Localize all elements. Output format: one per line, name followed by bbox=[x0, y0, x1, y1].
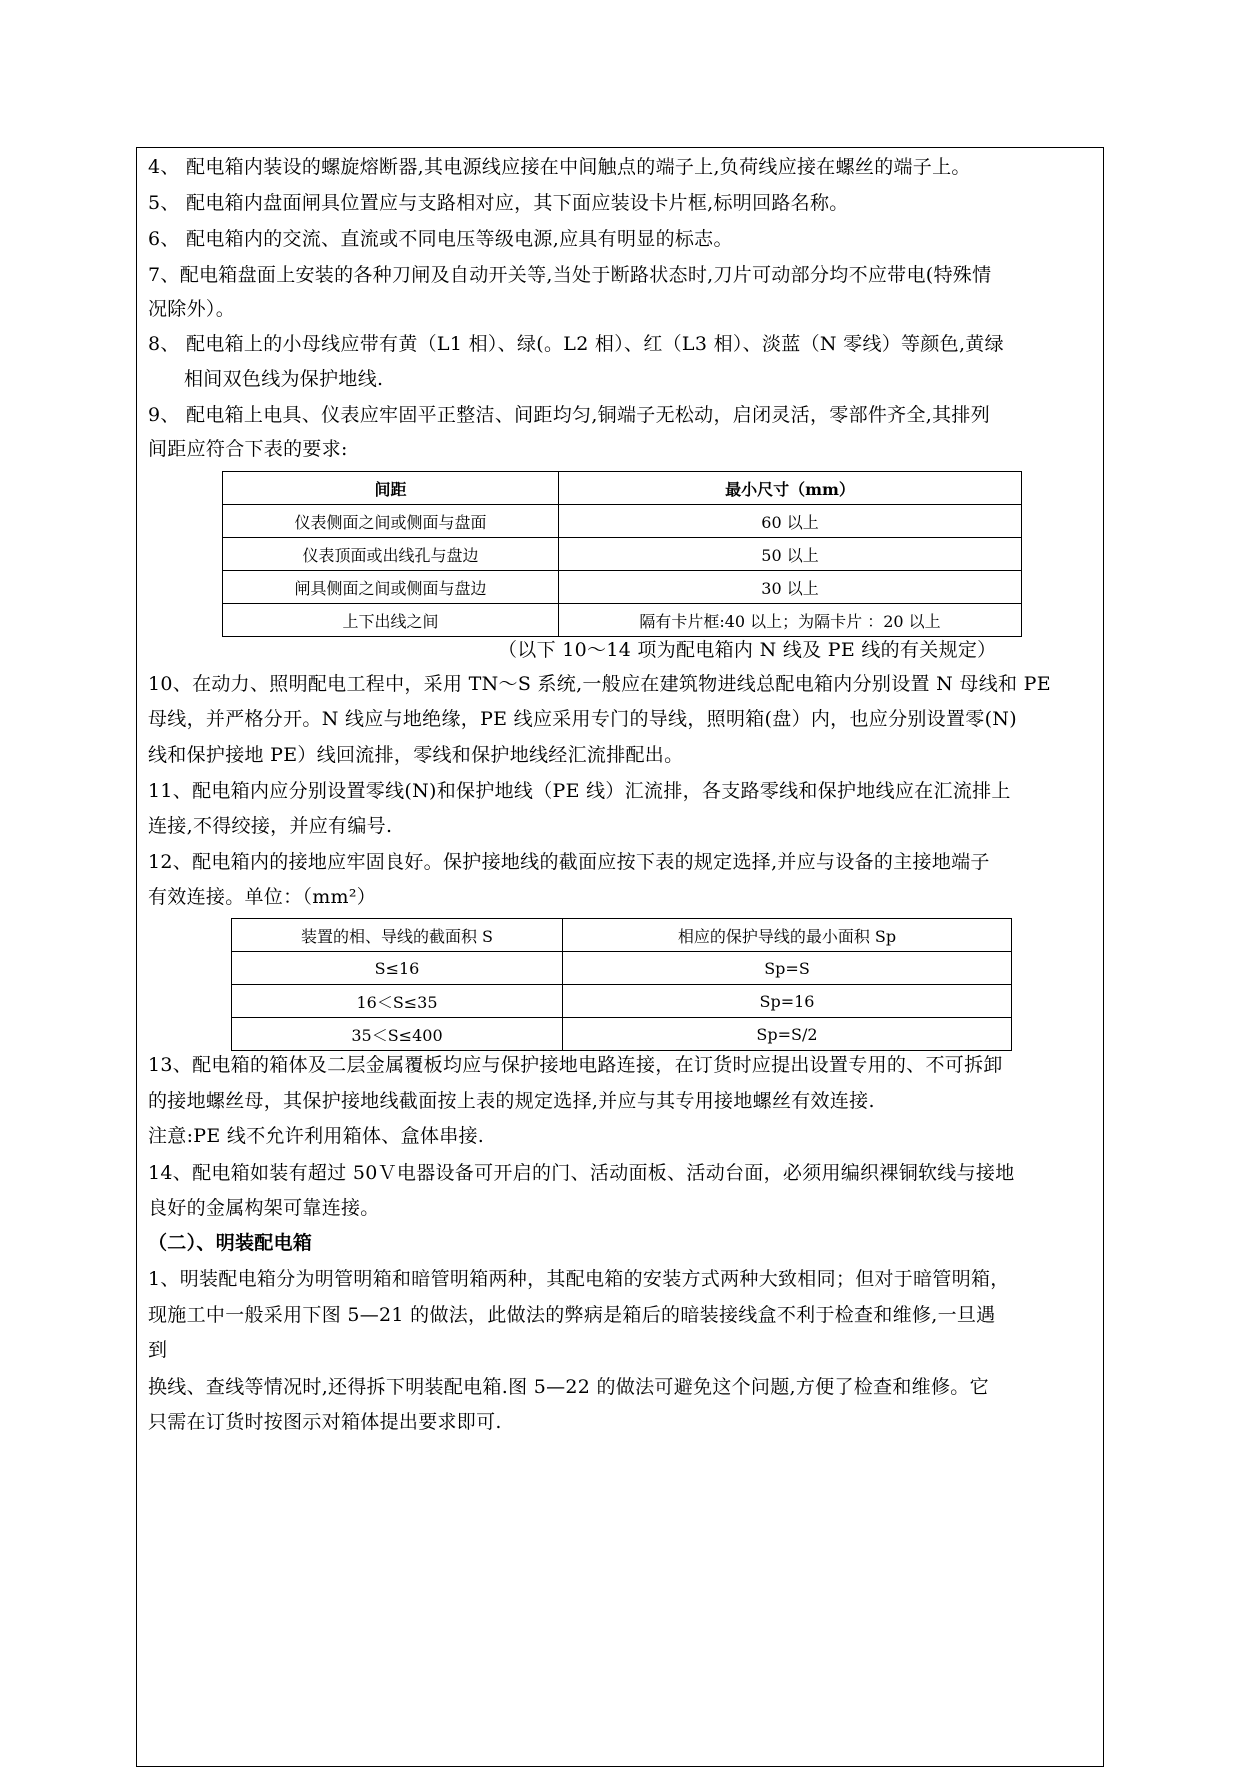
item-11: 11、配电箱内应分别设置零线(N)和保护地线（PE 线）汇流排，各支路零线和保护地线应在汇流排上 bbox=[148, 780, 1011, 802]
table-cell: 闸具侧面之间或侧面与盘边 bbox=[223, 571, 559, 604]
item-13-cont: 的接地螺丝母，其保护接地线截面按上表的规定选择,并应与其专用接地螺丝有效连接. bbox=[148, 1090, 875, 1112]
table-cell: 仪表侧面之间或侧面与盘面 bbox=[223, 505, 559, 538]
table-cell: 上下出线之间 bbox=[223, 604, 559, 637]
table-cell: 隔有卡片框:40 以上；为隔卡片 ：20 以上 bbox=[559, 604, 1022, 637]
table-header: 最小尺寸（mm） bbox=[559, 472, 1022, 505]
table-cell: Sp=S/2 bbox=[563, 1018, 1012, 1051]
table-row bbox=[223, 505, 1022, 538]
table-cell: Sp=16 bbox=[563, 985, 1012, 1018]
para-1-cont: 现施工中一般采用下图 5—21 的做法，此做法的弊病是箱后的暗装接线盒不利于检查和维修,一旦遇 bbox=[148, 1304, 996, 1326]
table-row bbox=[223, 604, 1022, 637]
item-8: 8、 配电箱上的小母线应带有黄（L1 相）、绿(。L2 相）、红（L3 相）、淡蓝（N 零线）等颜色,黄绿 bbox=[148, 333, 1004, 355]
item-10-cont: 母线，并严格分开。N 线应与地绝缘，PE 线应采用专门的导线，照明箱(盘）内，也应分别设置零(N) bbox=[148, 708, 1017, 730]
table-cell: 仪表顶面或出线孔与盘边 bbox=[223, 538, 559, 571]
item-7: 7、配电箱盘面上安装的各种刀闸及自动开关等,当处于断路状态时,刀片可动部分均不应带电(特殊情 bbox=[148, 264, 992, 286]
table-cell: 35＜S≤400 bbox=[232, 1018, 563, 1051]
table-header: 相应的保护导线的最小面积 Sp bbox=[563, 919, 1012, 952]
table-header: 装置的相、导线的截面积 S bbox=[232, 919, 563, 952]
table-header-row bbox=[223, 472, 1022, 505]
item-12-cont: 有效连接。单位：（mm²） bbox=[148, 886, 377, 908]
item-10-cont: 线和保护接地 PE）线回流排，零线和保护地线经汇流排配出。 bbox=[148, 744, 684, 766]
item-11-cont: 连接,不得绞接，并应有编号. bbox=[148, 815, 393, 837]
spacing-table bbox=[222, 471, 1022, 637]
para-1-cont: 到 bbox=[148, 1339, 168, 1361]
item-10: 10、在动力、照明配电工程中，采用 TN～S 系统,一般应在建筑物进线总配电箱内分别设置 N 母线和 PE bbox=[148, 673, 1051, 695]
table-row bbox=[232, 1018, 1012, 1051]
item-5: 5、 配电箱内盘面闸具位置应与支路相对应，其下面应装设卡片框,标明回路名称。 bbox=[148, 192, 849, 214]
section-title: （二）、明装配电箱 bbox=[148, 1232, 313, 1254]
table-row bbox=[223, 571, 1022, 604]
protective-conductor-table bbox=[231, 918, 1012, 1051]
item-14: 14、配电箱如装有超过 50Ｖ电器设备可开启的门、活动面板、活动台面，必须用编织裸铜软线与接地 bbox=[148, 1162, 1015, 1184]
table-cell: 16＜S≤35 bbox=[232, 985, 563, 1018]
table-cell: S≤16 bbox=[232, 952, 563, 985]
table-header: 间距 bbox=[223, 472, 559, 505]
item-4: 4、 配电箱内装设的螺旋熔断器,其电源线应接在中间触点的端子上,负荷线应接在螺丝的端子上。 bbox=[148, 156, 971, 178]
item-9: 9、 配电箱上电具、仪表应牢固平正整洁、间距均匀,铜端子无松动，启闭灵活，零部件齐全,其排列 bbox=[148, 404, 991, 426]
item-14-cont: 良好的金属构架可靠连接。 bbox=[148, 1197, 380, 1219]
item-8-cont: 相间双色线为保护地线. bbox=[184, 368, 384, 390]
table-header-row bbox=[232, 919, 1012, 952]
note-pe: 注意:PE 线不允许利用箱体、盒体串接. bbox=[148, 1125, 485, 1147]
note-n-pe: （以下 10～14 项为配电箱内 N 线及 PE 线的有关规定） bbox=[498, 639, 997, 661]
para-1: 1、明装配电箱分为明管明箱和暗管明箱两种，其配电箱的安装方式两种大致相同；但对于暗管明箱， bbox=[148, 1268, 1010, 1290]
table-row bbox=[232, 952, 1012, 985]
table-cell: 60 以上 bbox=[559, 505, 1022, 538]
table-cell: 30 以上 bbox=[559, 571, 1022, 604]
item-9-cont: 间距应符合下表的要求: bbox=[148, 438, 348, 460]
item-12: 12、配电箱内的接地应牢固良好。保护接地线的截面应按下表的规定选择,并应与设备的主接地端子 bbox=[148, 851, 990, 873]
table-cell: Sp=S bbox=[563, 952, 1012, 985]
para-1-cont: 只需在订货时按图示对箱体提出要求即可. bbox=[148, 1411, 502, 1433]
table-row bbox=[232, 985, 1012, 1018]
para-1-cont: 换线、查线等情况时,还得拆下明装配电箱.图 5—22 的做法可避免这个问题,方便了检查和维修。它 bbox=[148, 1376, 989, 1398]
item-6: 6、 配电箱内的交流、直流或不同电压等级电源,应具有明显的标志。 bbox=[148, 228, 733, 250]
item-13: 13、配电箱的箱体及二层金属覆板均应与保护接地电路连接，在订货时应提出设置专用的、不可拆卸 bbox=[148, 1054, 1003, 1076]
table-cell: 50 以上 bbox=[559, 538, 1022, 571]
table-row bbox=[223, 538, 1022, 571]
item-7-cont: 况除外）。 bbox=[148, 298, 236, 320]
